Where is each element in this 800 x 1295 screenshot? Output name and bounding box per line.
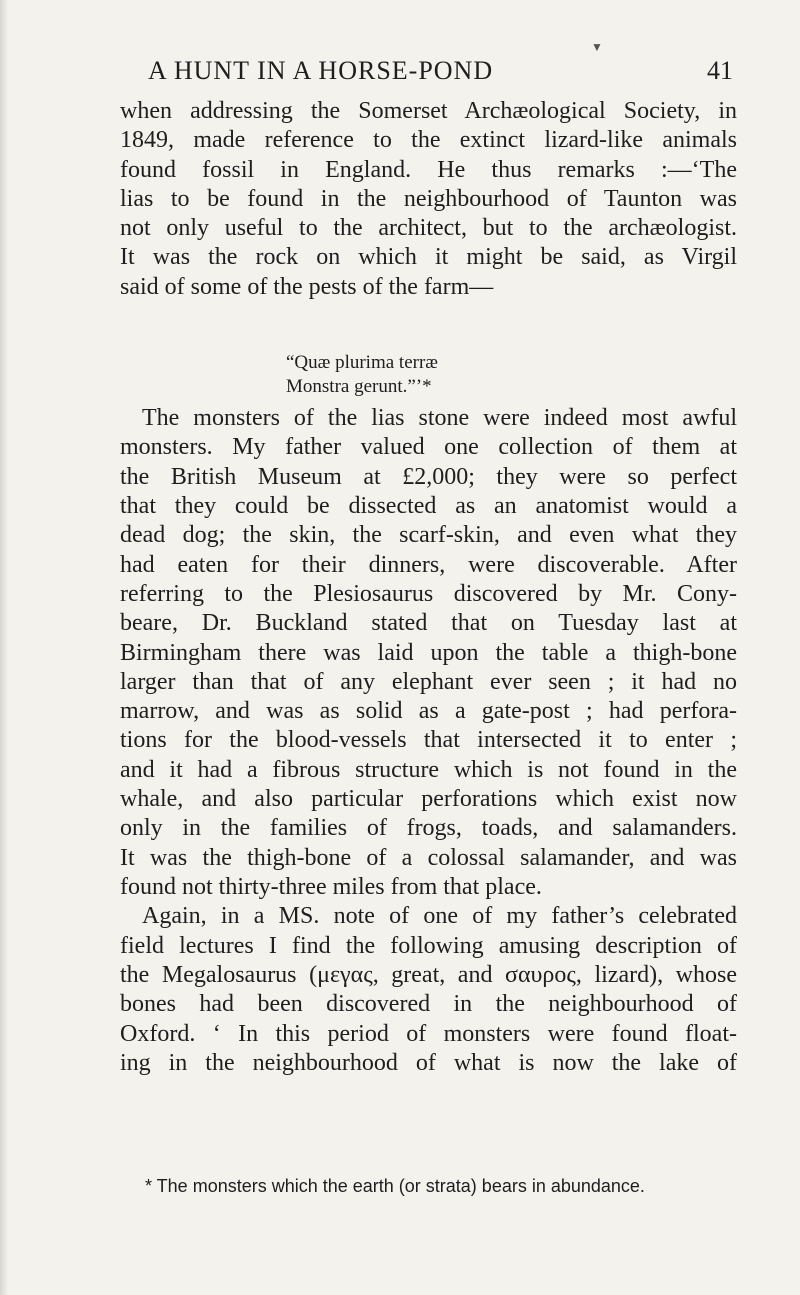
paragraphs-2-3: [120, 404, 737, 1078]
text-line: the British Museum at £2,000; they were so perfect: [120, 463, 737, 490]
text-line: field lectures I find the following amusing description of: [120, 932, 737, 959]
text-line: said of some of the pests of the farm—: [120, 273, 494, 300]
text-line: found not thirty-three miles from that place.: [120, 874, 542, 900]
paragraph-1: [120, 97, 737, 302]
text-line: marrow, and was as solid as a gate-post ; had perfora-: [120, 698, 737, 725]
text-line: that they could be dissected as an anatomist would a: [120, 492, 737, 519]
text-line: monsters. My father valued one collection of them at: [120, 434, 737, 461]
text-line: 1849, made reference to the extinct lizard-like animals: [120, 127, 737, 154]
text-line: referring to the Plesiosaurus discovered by Mr. Cony-: [120, 580, 737, 607]
text-line: Oxford. ‘ In this period of monsters were found float-: [120, 1020, 737, 1047]
ink-mark-icon: ▼: [591, 40, 603, 54]
text-line: larger than that of any elephant ever seen ; it had no: [120, 668, 737, 695]
text-line: beare, Dr. Buckland stated that on Tuesday last at: [120, 610, 737, 637]
quote-line: “Quæ plurima terræ: [286, 352, 438, 373]
text-line: bones had been discovered in the neighbourhood of: [120, 991, 737, 1018]
text-line: when addressing the Somerset Archæological Society, in: [120, 98, 737, 124]
text-line: The monsters of the lias stone were indeed most awful: [142, 405, 737, 431]
text-line: the Megalosaurus (μεγας, great, and σαυρος, lizard), whose: [120, 961, 737, 988]
text-line: only in the families of frogs, toads, and salamanders.: [120, 815, 737, 842]
text-line: ing in the neighbourhood of what is now the lake of: [120, 1049, 737, 1076]
text-line: tions for the blood-vessels that intersected it to enter ;: [120, 727, 737, 754]
page-gutter-shadow: [0, 0, 8, 1295]
quote-line: Monstra gerunt.”’*: [286, 376, 432, 397]
text-line: found fossil in England. He thus remarks :—‘The: [120, 156, 737, 183]
running-title: A HUNT IN A HORSE-POND: [148, 56, 494, 85]
text-line: and it had a fibrous structure which is not found in the: [120, 756, 737, 783]
text-line: whale, and also particular perforations which exist now: [120, 786, 737, 813]
text-line: not only useful to the architect, but to the archæologist.: [120, 215, 737, 242]
text-line: dead dog; the skin, the scarf-skin, and even what they: [120, 522, 737, 549]
footnote: * The monsters which the earth (or strata) bears in abundance.: [145, 1176, 645, 1196]
text-line: lias to be found in the neighbourhood of Taunton was: [120, 185, 737, 212]
text-line: Birmingham there was laid upon the table a thigh-bone: [120, 639, 737, 666]
text-line: It was the rock on which it might be said, as Virgil: [120, 244, 737, 271]
latin-quotation: [286, 351, 438, 399]
text-line: It was the thigh-bone of a colossal salamander, and was: [120, 844, 737, 871]
page-number: 41: [707, 56, 733, 85]
text-line: Again, in a MS. note of one of my father’s celebrated: [142, 903, 737, 930]
text-line: had eaten for their dinners, were discoverable. After: [120, 551, 737, 578]
